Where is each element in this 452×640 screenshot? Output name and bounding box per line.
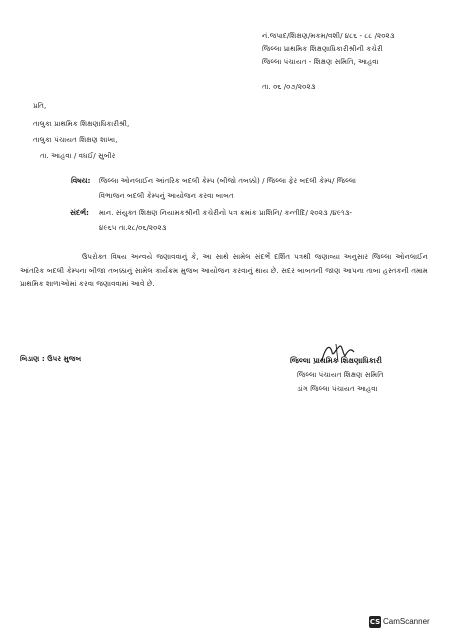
reference-line-1: માન. સંયુક્ત શિક્ષણ નિયામકશ્રીની કચેરીનો પત્ર ક્રમાંક પ્રાશિનિ/ કન્તીદિ/ ૨૦૨૩ /૪૯૧૩- [99,208,353,217]
reference-line-2: ૪૯૬૫ તા.૨૮/૦૬/૨૦૨૩ [99,223,167,232]
recipient-line-1: તાલુકા પ્રાથમિક શિક્ષણાધિકારીશ્રી, [33,119,130,128]
subject-text [99,175,439,201]
subject-line-1: જિલ્લા ઓનલાઈન આંતરિક બદલી કેમ્પ (બીજો તબક્કો) / જિલ્લા ફેર બદલી કેમ્પ/ જિલ્લા [99,176,357,185]
reference-text [99,207,439,233]
letter-date: તા. ૦૬ /૦૭/૨૦૨૩ [262,82,316,91]
body-paragraph: ઉપરોક્ત વિષય અન્વયે જણાવવાનું કે, આ સાથે સામેલ સંદર્ભે દર્શિત પત્રથી જણાવ્યા અનુસાર જિલ્લા ઓનલાઈન આંતરિક બદલી કેમ્પના બીજા તબક્કાનું સામેલ કાર્યક્રમ મુજબ આયોજન કરવાનું થાય છે. સદર બાબતની જાણ આપના તાબા હસ્તકની તમામ પ્રાથમિક શાળાઓમાં કરવા જણાવવામાં આવે છે. [20,252,428,288]
reference-number: નં.જપાદ/શિક્ષણ/મકમ/વશી/ ૪૮૬ - ૮૮ /૨૦૨૩ [262,31,395,40]
recipient-salutation: પ્રતિ, [33,101,47,110]
office-address: જિલ્લા પંચાયત - શિક્ષણ સમિતિ, આહવા [262,57,379,66]
enclosure-note: બિડાણ : ઉપર મુજબ [20,354,82,363]
recipient-line-2: તાલુકા પંચાયત શિક્ષણ શાખા, [33,135,118,144]
camscanner-watermark: CamScanner [383,617,430,626]
subject-label: વિષય: [71,176,91,185]
recipient-line-3: તા. આહવા / વઘઈ/ સુબીર [40,151,116,160]
camscanner-logo-icon: CS [369,618,381,626]
office-name: જિલ્લા પ્રાથમિક શિક્ષણાધિકારીશ્રીની કચેરી [262,44,383,53]
signatory-line-2: જિલ્લા પંચાયત શિક્ષણ સમિતિ [297,370,384,379]
subject-line-2: વિભાજન બદલી કેમ્પનું આયોજન કરવા બાબત [99,191,234,200]
signatory-title: જિલ્લા પ્રાથમિક શિક્ષણાધિકારી [290,356,382,365]
signatory-line-3: ડાંગ જિલ્લા પંચાયત આહવા [297,384,378,393]
reference-label: સંદર્ભ: [70,208,89,217]
